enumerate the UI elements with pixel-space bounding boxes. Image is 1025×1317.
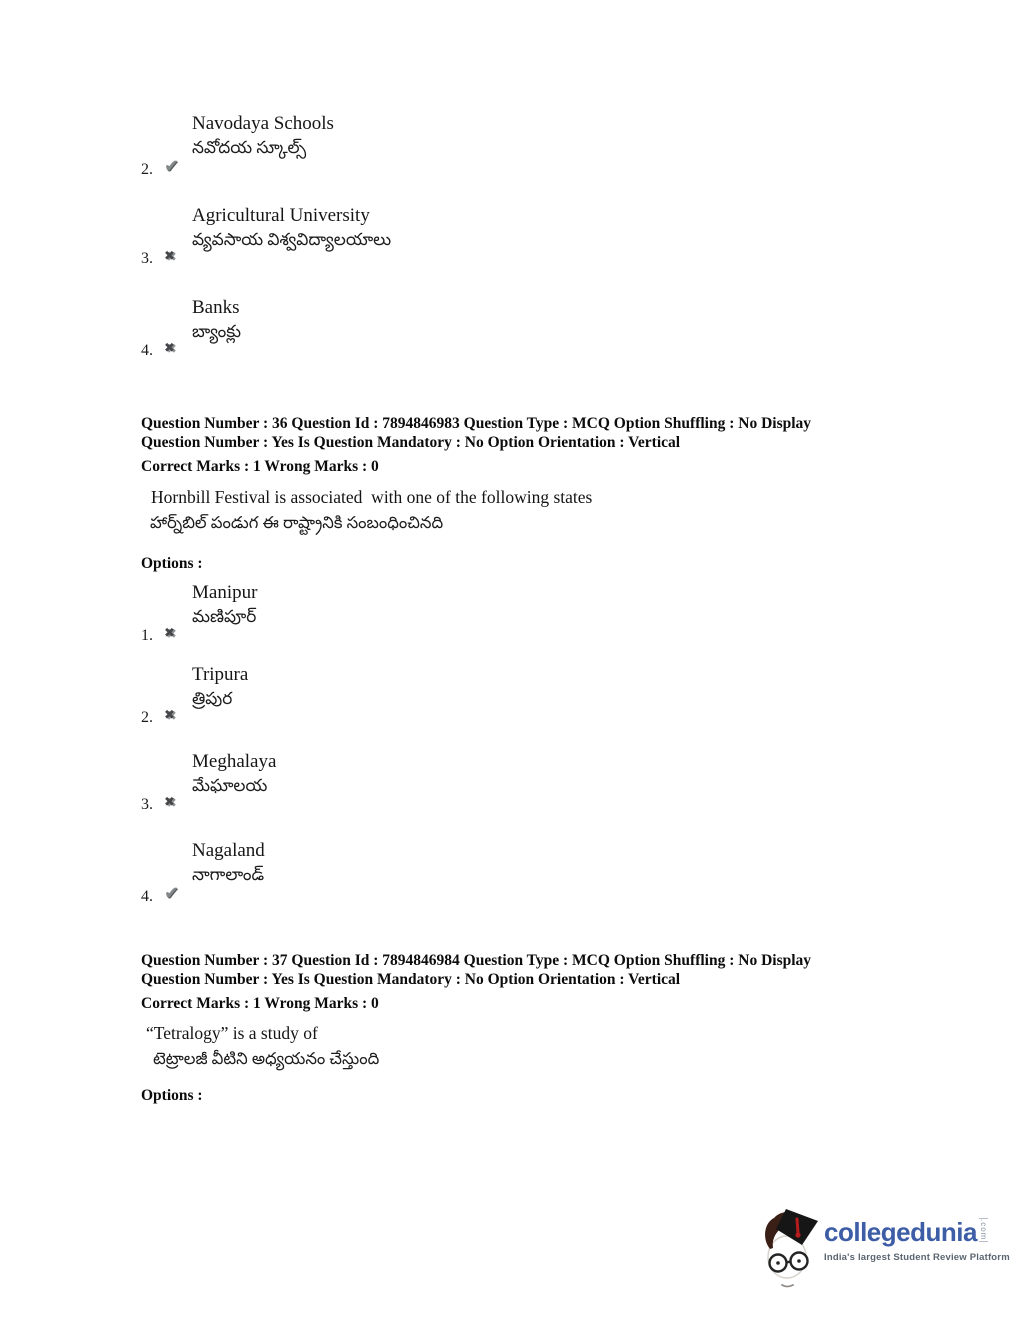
option-number: 3. [141, 250, 153, 267]
q36-option-3 [141, 750, 277, 813]
option-number: 1. [141, 627, 153, 644]
option-label-te: మేఘాలయ [192, 776, 268, 795]
collegedunia-brand-text: collegedunia [824, 1217, 977, 1247]
option-label-en: Meghalaya [192, 751, 277, 772]
option-label-te: నవోదయ స్కూల్స్ [192, 138, 307, 157]
option-label-te: బ్యాంక్లు [192, 322, 242, 341]
wrong-mark-icon: ✖ [164, 794, 175, 809]
option-number: 4. [141, 342, 153, 359]
wrong-mark-icon: ✖ [164, 340, 175, 355]
option-number: 4. [141, 888, 153, 905]
prev-option-3 [141, 204, 392, 267]
prev-option-2 [141, 112, 334, 178]
question-37-header-line1: Question Number : 37 Question Id : 7894846984 Question Type : MCQ Option Shuffling : No Display [141, 952, 812, 969]
question-36-header [141, 414, 886, 476]
option-label-en: Manipur [192, 582, 258, 603]
question-37-options-label: Options : [141, 1087, 203, 1104]
option-number: 2. [141, 709, 153, 726]
option-label-te: నాగాలాండ్ [192, 865, 265, 884]
option-label-te: త్రిపుర [192, 689, 233, 708]
prev-option-4 [141, 296, 242, 359]
q36-option-2 [141, 663, 249, 726]
option-label-en: Agricultural University [192, 205, 370, 226]
q36-option-4 [141, 839, 265, 905]
wrong-mark-icon: ✖ [164, 248, 175, 263]
option-label-en: Nagaland [192, 840, 265, 861]
option-label-en: Tripura [192, 664, 249, 685]
wrong-mark-icon: ✖ [164, 625, 175, 640]
option-label-en: Navodaya Schools [192, 113, 334, 134]
correct-mark-icon: ✔ [164, 883, 180, 903]
question-36-header-line2: Question Number : Yes Is Question Mandatory : No Option Orientation : Vertical [141, 434, 681, 451]
question-36-header-line1: Question Number : 36 Question Id : 7894846983 Question Type : MCQ Option Shuffling : No Display [141, 415, 812, 432]
option-number: 2. [141, 161, 153, 178]
collegedunia-logo [758, 1200, 1023, 1305]
collegedunia-tld-text: .com [978, 1219, 988, 1241]
question-36-options-label: Options : [141, 555, 203, 572]
collegedunia-mascot-icon [760, 1205, 820, 1299]
option-number: 3. [141, 796, 153, 813]
question-36-marks-line: Correct Marks : 1 Wrong Marks : 0 [141, 458, 379, 475]
question-37-marks-line: Correct Marks : 1 Wrong Marks : 0 [141, 995, 379, 1012]
question-37-header-line2: Question Number : Yes Is Question Mandatory : No Option Orientation : Vertical [141, 971, 681, 988]
question-36-text-en: Hornbill Festival is associated with one of the following states [151, 487, 593, 507]
wrong-mark-icon: ✖ [164, 707, 175, 722]
question-37-text-te: టెట్రాలజీ వీటిని అధ్యయనం చేస్తుంది [153, 1049, 380, 1068]
option-label-en: Banks [192, 297, 240, 318]
correct-mark-icon: ✔ [164, 156, 180, 176]
option-label-te: మణిపూర్ [192, 607, 257, 626]
option-label-te: వ్యవసాయ విశ్వవిద్యాలయాలు [192, 230, 392, 249]
collegedunia-tagline: India's largest Student Review Platform [824, 1252, 1010, 1263]
question-37-header [141, 951, 886, 1013]
question-36-text-te: హార్న్‌బిల్ పండుగ ఈ రాష్ట్రానికి సంబంధించినది [150, 513, 444, 532]
question-37-text-en: “Tetralogy” is a study of [146, 1023, 318, 1043]
q36-option-1 [141, 581, 258, 644]
